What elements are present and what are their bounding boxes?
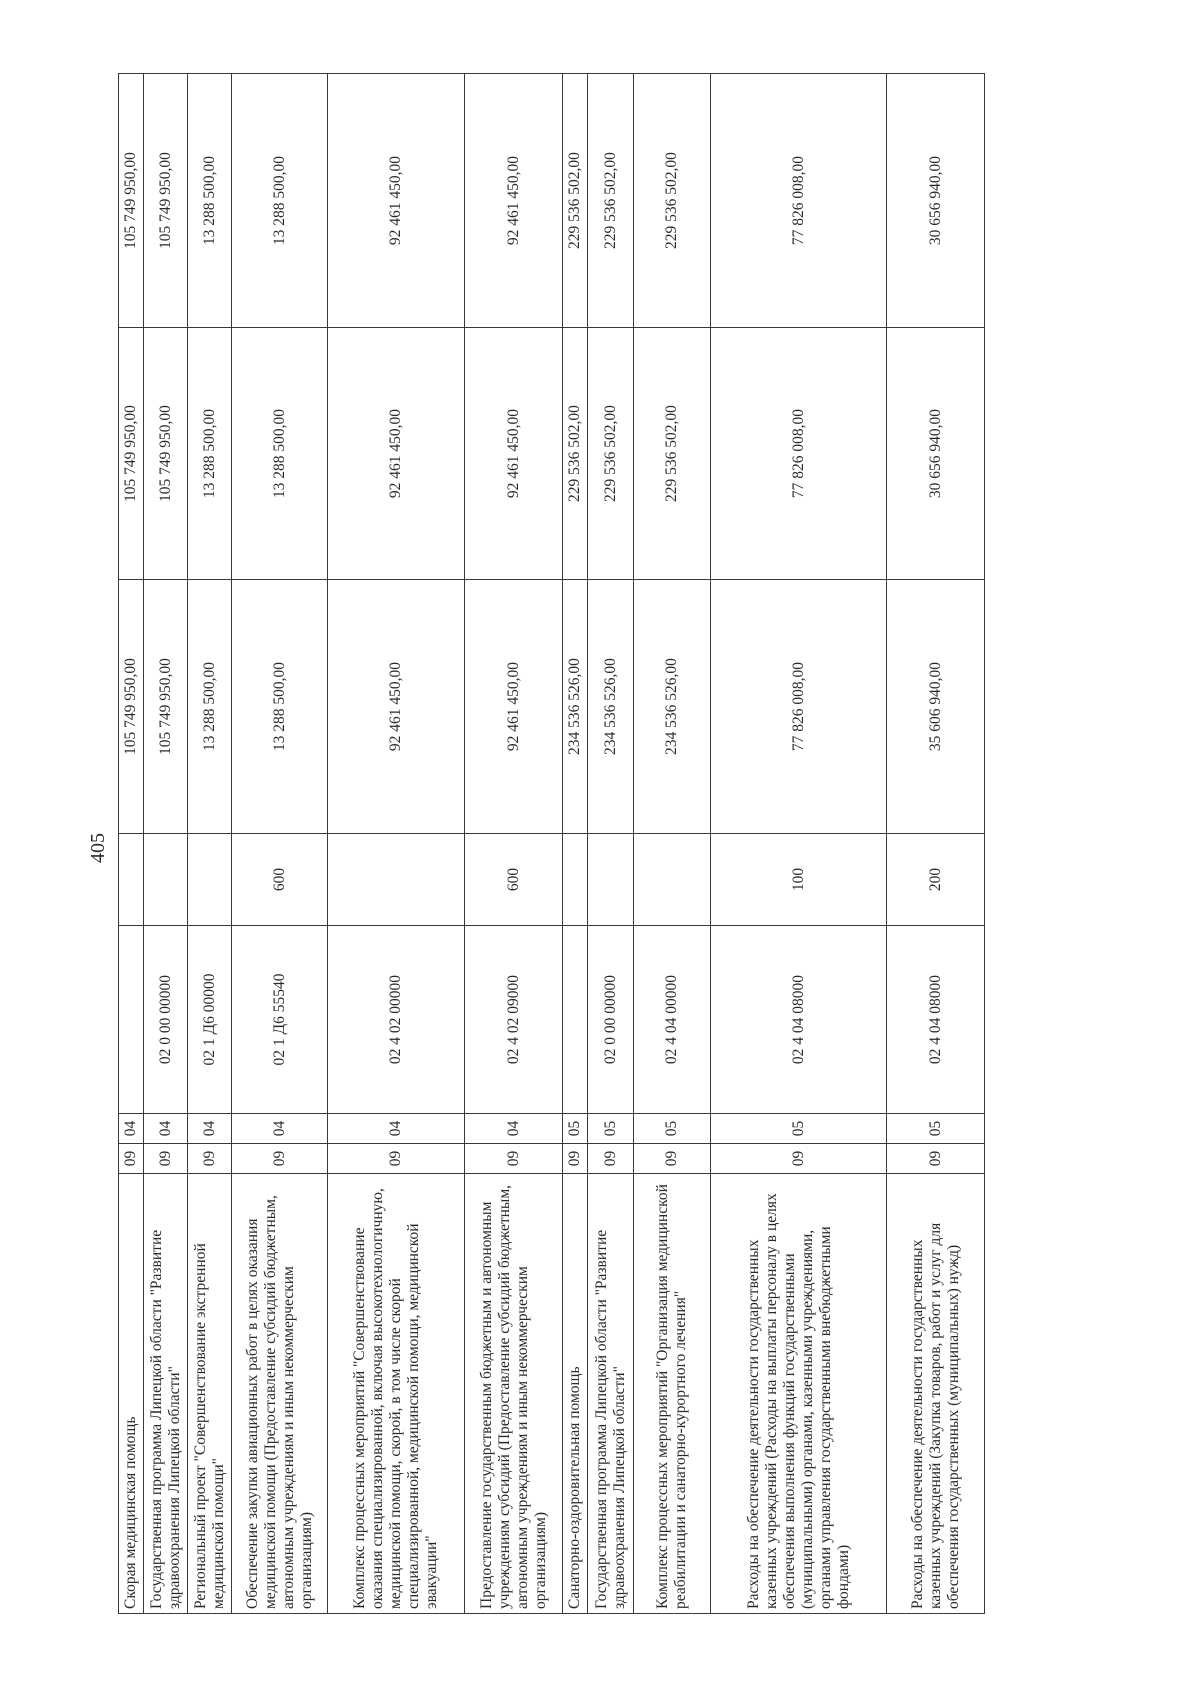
- subsection-code: 04: [188, 1114, 232, 1144]
- amount-year-2: 77 826 008,00: [711, 328, 887, 580]
- subsection-code: 04: [328, 1114, 465, 1144]
- target-article-code: 02 4 04 08000: [711, 926, 887, 1114]
- target-article-code: 02 1 Д6 00000: [188, 926, 232, 1114]
- subsection-code: 05: [887, 1114, 985, 1144]
- subsection-code: 05: [588, 1114, 634, 1144]
- subsection-code: 04: [144, 1114, 188, 1144]
- section-code: 09: [232, 1144, 328, 1174]
- table-row: [232, 74, 328, 1614]
- table-row: [634, 74, 711, 1614]
- section-code: 09: [588, 1144, 634, 1174]
- table-row: [563, 74, 588, 1614]
- amount-year-3: 13 288 500,00: [188, 74, 232, 328]
- section-code: 09: [328, 1144, 465, 1174]
- amount-year-3: 105 749 950,00: [144, 74, 188, 328]
- row-name: Региональный проект "Совершенствование экстренной медицинской помощи": [188, 1174, 232, 1614]
- section-code: 09: [634, 1144, 711, 1174]
- subsection-code: 05: [634, 1114, 711, 1144]
- amount-year-1: 35 606 940,00: [887, 580, 985, 834]
- row-name: Расходы на обеспечение деятельности государственных казенных учреждений (Расходы на выплаты персоналу в целях обеспечения выполнения функций государственными (муниципальными) органами, казенными учреждениями, органами управления государственными внебюджетными фондами): [711, 1174, 887, 1614]
- amount-year-3: 92 461 450,00: [328, 74, 465, 328]
- target-article-code: 02 4 04 00000: [634, 926, 711, 1114]
- target-article-code: 02 1 Д6 55540: [232, 926, 328, 1114]
- amount-year-3: 30 656 940,00: [887, 74, 985, 328]
- row-name: Обеспечение закупки авиационных работ в целях оказания медицинской помощи (Предоставление субсидий бюджетным, автономным учреждениям и иным некоммерческим организациям): [232, 1174, 328, 1614]
- table-row: [328, 74, 465, 1614]
- amount-year-3: 92 461 450,00: [465, 74, 563, 328]
- expense-type-code: [188, 834, 232, 926]
- table-row: [887, 74, 985, 1614]
- amount-year-3: 229 536 502,00: [634, 74, 711, 328]
- amount-year-2: 229 536 502,00: [588, 328, 634, 580]
- expense-type-code: [634, 834, 711, 926]
- amount-year-1: 92 461 450,00: [328, 580, 465, 834]
- page-number: 405: [87, 833, 109, 863]
- subsection-code: 05: [711, 1114, 887, 1144]
- amount-year-1: 105 749 950,00: [119, 580, 144, 834]
- amount-year-3: 229 536 502,00: [563, 74, 588, 328]
- amount-year-3: 105 749 950,00: [119, 74, 144, 328]
- section-code: 09: [144, 1144, 188, 1174]
- row-name: Расходы на обеспечение деятельности государственных казенных учреждений (Закупка товаров, работ и услуг для обеспечения государственных (муниципальных) нужд): [887, 1174, 985, 1614]
- row-name: Скорая медицинская помощь: [119, 1174, 144, 1614]
- amount-year-1: 77 826 008,00: [711, 580, 887, 834]
- target-article-code: 02 4 04 08000: [887, 926, 985, 1114]
- amount-year-1: 234 536 526,00: [563, 580, 588, 834]
- expense-type-code: 200: [887, 834, 985, 926]
- amount-year-3: 77 826 008,00: [711, 74, 887, 328]
- row-name: Государственная программа Липецкой области "Развитие здравоохранения Липецкой области": [144, 1174, 188, 1614]
- amount-year-3: 229 536 502,00: [588, 74, 634, 328]
- budget-table-container: [118, 74, 1064, 1614]
- amount-year-2: 13 288 500,00: [232, 328, 328, 580]
- table-row: [465, 74, 563, 1614]
- section-code: 09: [465, 1144, 563, 1174]
- target-article-code: 02 4 02 09000: [465, 926, 563, 1114]
- section-code: 09: [887, 1144, 985, 1174]
- amount-year-2: 105 749 950,00: [144, 328, 188, 580]
- expense-type-code: [328, 834, 465, 926]
- amount-year-1: 234 536 526,00: [634, 580, 711, 834]
- table-row: [188, 74, 232, 1614]
- expense-type-code: 600: [232, 834, 328, 926]
- amount-year-1: 13 288 500,00: [232, 580, 328, 834]
- subsection-code: 04: [232, 1114, 328, 1144]
- table-row: [144, 74, 188, 1614]
- expense-type-code: [563, 834, 588, 926]
- amount-year-2: 92 461 450,00: [328, 328, 465, 580]
- section-code: 09: [563, 1144, 588, 1174]
- amount-year-2: 105 749 950,00: [119, 328, 144, 580]
- row-name: Комплекс процессных мероприятий "Совершенствование оказания специализированной, включая высокотехнологичную, медицинской помощи, скорой, в том числе скорой специализированной, медицинской помощи, медицинской эвакуации": [328, 1174, 465, 1614]
- row-name: Предоставление государственным бюджетным и автономным учреждениям субсидий (Предоставление субсидий бюджетным, автономным учреждениям и иным некоммерческим организациям): [465, 1174, 563, 1614]
- amount-year-1: 234 536 526,00: [588, 580, 634, 834]
- table-row: [588, 74, 634, 1614]
- target-article-code: 02 0 00 00000: [144, 926, 188, 1114]
- expense-type-code: 600: [465, 834, 563, 926]
- target-article-code: [563, 926, 588, 1114]
- expense-type-code: [588, 834, 634, 926]
- target-article-code: 02 0 00 00000: [588, 926, 634, 1114]
- target-article-code: [119, 926, 144, 1114]
- section-code: 09: [188, 1144, 232, 1174]
- table-row: [119, 74, 144, 1614]
- amount-year-1: 13 288 500,00: [188, 580, 232, 834]
- amount-year-2: 30 656 940,00: [887, 328, 985, 580]
- amount-year-2: 229 536 502,00: [634, 328, 711, 580]
- budget-table: [118, 73, 985, 1614]
- amount-year-1: 92 461 450,00: [465, 580, 563, 834]
- amount-year-2: 92 461 450,00: [465, 328, 563, 580]
- expense-type-code: [144, 834, 188, 926]
- amount-year-2: 13 288 500,00: [188, 328, 232, 580]
- expense-type-code: [119, 834, 144, 926]
- amount-year-3: 13 288 500,00: [232, 74, 328, 328]
- table-row: [711, 74, 887, 1614]
- row-name: Санаторно-оздоровительная помощь: [563, 1174, 588, 1614]
- section-code: 09: [711, 1144, 887, 1174]
- section-code: 09: [119, 1144, 144, 1174]
- target-article-code: 02 4 02 00000: [328, 926, 465, 1114]
- expense-type-code: 100: [711, 834, 887, 926]
- subsection-code: 04: [119, 1114, 144, 1144]
- amount-year-2: 229 536 502,00: [563, 328, 588, 580]
- row-name: Комплекс процессных мероприятий "Организация медицинской реабилитации и санаторно-курортного лечения": [634, 1174, 711, 1614]
- budget-table-body: [119, 74, 985, 1614]
- amount-year-1: 105 749 950,00: [144, 580, 188, 834]
- row-name: Государственная программа Липецкой области "Развитие здравоохранения Липецкой области": [588, 1174, 634, 1614]
- subsection-code: 05: [563, 1114, 588, 1144]
- subsection-code: 04: [465, 1114, 563, 1144]
